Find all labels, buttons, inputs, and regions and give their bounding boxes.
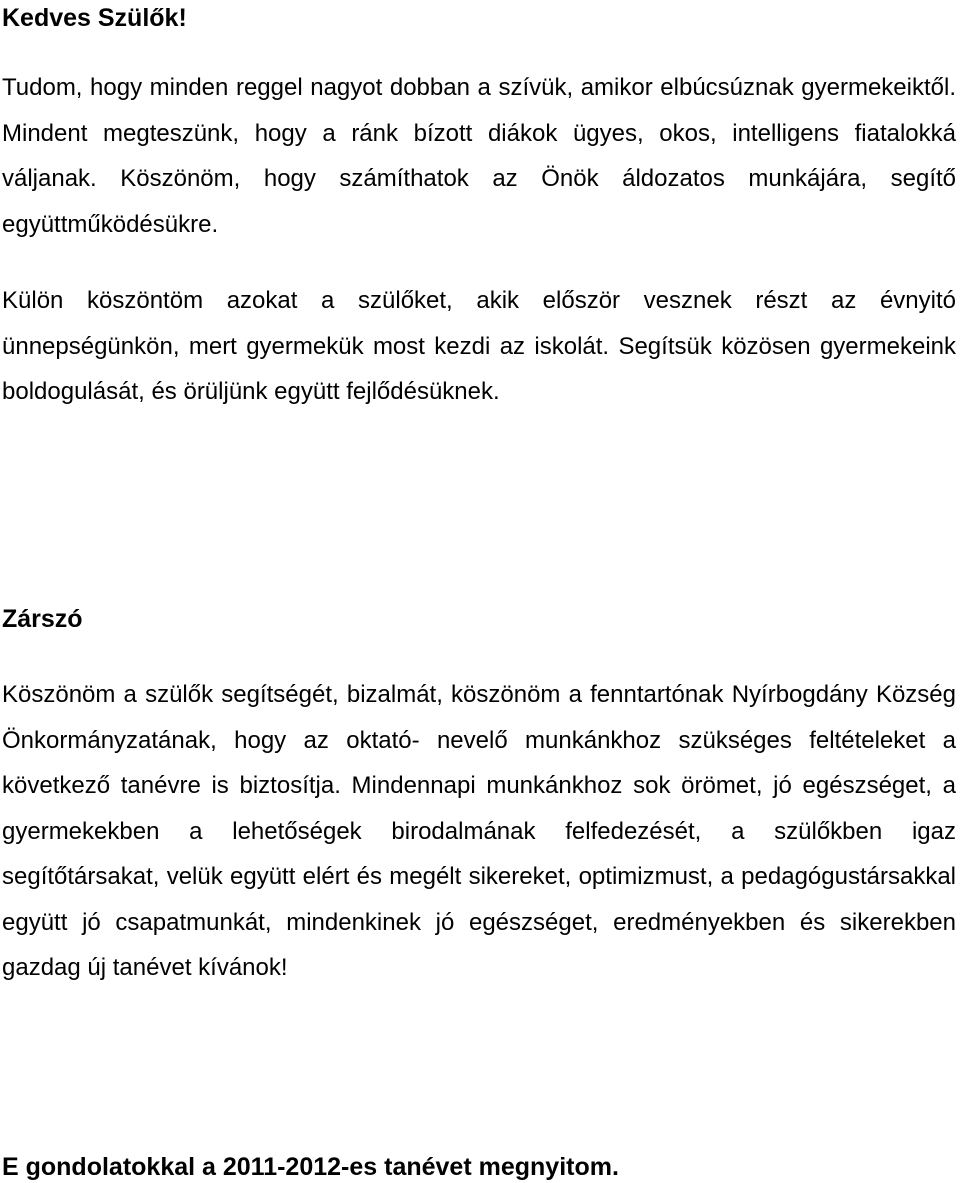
greeting-heading: Kedves Szülők! — [2, 4, 187, 32]
final-statement: E gondolatokkal a 2011-2012-es tanévet megnyitom. — [2, 1153, 619, 1181]
paragraph-opening: Tudom, hogy minden reggel nagyot dobban a szívük, amikor elbúcsúznak gyermekeiktől. Mindent megteszünk, hogy a ránk bízott diákok ügyes, okos, intelligens fiatalokká váljanak. Köszönöm, hogy számíthatok az Önök áldozatos munkájára, segítő együttműködésükre. — [2, 74, 956, 238]
paragraph-new-parents: Külön köszöntöm azokat a szülőket, akik először vesznek részt az évnyitó ünnepségünkön, mert gyermekük most kezdi az iskolát. Segítsük közösen gyermekeink boldogulását, és örüljünk együtt fejlődésüknek. — [2, 287, 956, 405]
paragraph-closing: Köszönöm a szülők segítségét, bizalmát, köszönöm a fenntartónak Nyírbogdány Község Önkormányzatának, hogy az oktató- nevelő munkánkhoz szükséges feltételeket a következő tanévre is biztosítja. Mindennapi munkánkhoz sok örömet, jó egészséget, a gyermekekben a lehetőségek birodalmának felfedezését, a szülőkben igaz segítőtársakat, velük együtt elért és megélt sikereket, optimizmust, a pedagógustársakkal együtt jó csapatmunkát, mindenkinek jó egészséget, eredményekben és sikerekben gazdag új tanévet kívánok! — [2, 681, 956, 981]
closing-section-title: Zárszó — [2, 605, 83, 633]
